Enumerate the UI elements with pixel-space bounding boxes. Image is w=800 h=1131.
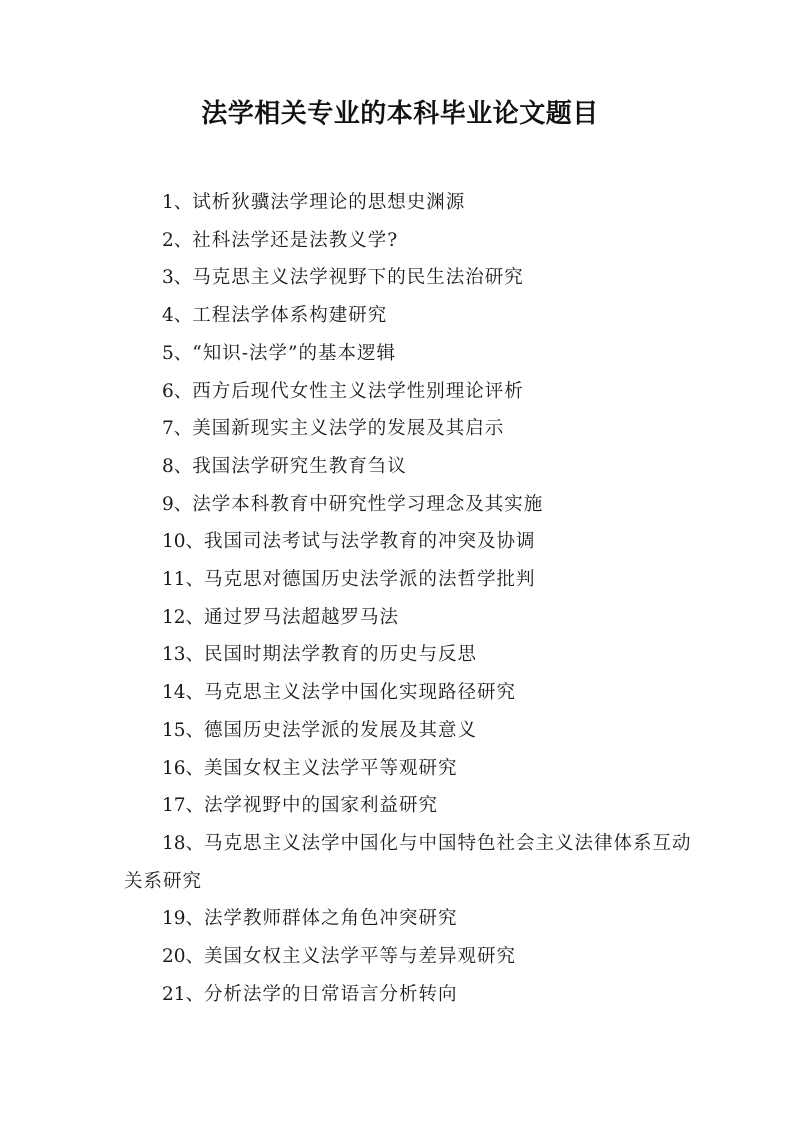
item-text: 通过罗马法超越罗马法 [204, 606, 400, 628]
item-number: 14、 [162, 682, 205, 704]
list-item [124, 410, 694, 448]
item-number: 13、 [162, 644, 205, 666]
item-text: 马克思主义法学中国化实现路径研究 [204, 682, 517, 704]
item-number: 20、 [162, 946, 205, 968]
list-item [124, 599, 694, 637]
item-number: 19、 [162, 908, 205, 930]
list-item [124, 561, 694, 599]
list-item [124, 674, 694, 712]
item-number: 3、 [162, 267, 193, 289]
item-text: 法学本科教育中研究性学习理念及其实施 [192, 493, 544, 515]
item-number: 10、 [162, 531, 205, 553]
item-text: 西方后现代女性主义法学性别理论评析 [192, 380, 524, 402]
item-text: 美国女权主义法学平等观研究 [204, 757, 458, 779]
list-item [124, 297, 694, 335]
item-text: 德国历史法学派的发展及其意义 [204, 719, 478, 741]
list-item [124, 184, 694, 222]
item-text: 马克思主义法学中国化与中国特色社会主义法律体系互动关系研究 [124, 832, 692, 892]
list-item [124, 825, 694, 900]
item-text: 马克思主义法学视野下的民生法治研究 [192, 267, 524, 289]
list-item [124, 222, 694, 260]
item-text: 马克思对德国历史法学派的法哲学批判 [204, 569, 536, 591]
item-text: “知识-法学”的基本逻辑 [192, 342, 396, 364]
item-number: 6、 [162, 380, 193, 402]
list-item [124, 373, 694, 411]
item-text: 试析狄骥法学理论的思想史渊源 [192, 192, 466, 213]
item-number: 5、 [162, 342, 193, 364]
item-text: 工程法学体系构建研究 [192, 305, 388, 327]
item-number: 4、 [162, 305, 193, 327]
list-item [124, 259, 694, 297]
item-text: 我国司法考试与法学教育的冲突及协调 [204, 531, 536, 553]
item-number: 12、 [162, 606, 205, 628]
item-number: 9、 [162, 493, 193, 515]
item-text: 法学视野中的国家利益研究 [204, 795, 439, 817]
list-item [124, 636, 694, 674]
item-number: 17、 [162, 795, 205, 817]
thesis-topic-list [124, 184, 694, 1013]
item-number: 18、 [162, 832, 205, 854]
item-number: 11、 [162, 569, 205, 591]
item-text: 分析法学的日常语言分析转向 [204, 983, 458, 1005]
item-text: 美国女权主义法学平等与差异观研究 [204, 946, 517, 968]
list-item [124, 787, 694, 825]
list-item [124, 335, 694, 373]
list-item [124, 712, 694, 750]
item-number: 8、 [162, 455, 193, 477]
list-item [124, 486, 694, 524]
item-number: 2、 [162, 229, 193, 251]
item-text: 美国新现实主义法学的发展及其启示 [192, 418, 505, 440]
list-item [124, 938, 694, 976]
item-number: 21、 [162, 983, 205, 1005]
item-number: 15、 [162, 719, 205, 741]
list-item [124, 750, 694, 788]
list-item [124, 900, 694, 938]
document-title: 法学相关专业的本科毕业论文题目 [201, 99, 599, 129]
item-text: 社科法学还是法教义学? [192, 229, 399, 251]
item-number: 7、 [162, 418, 193, 440]
list-item [124, 448, 694, 486]
item-text: 法学教师群体之角色冲突研究 [204, 908, 458, 930]
list-item [124, 523, 694, 561]
item-text: 民国时期法学教育的历史与反思 [204, 644, 478, 666]
item-text: 我国法学研究生教育刍议 [192, 455, 407, 477]
item-number: 16、 [162, 757, 205, 779]
list-item [124, 976, 694, 1014]
item-number: 1、 [162, 192, 193, 213]
